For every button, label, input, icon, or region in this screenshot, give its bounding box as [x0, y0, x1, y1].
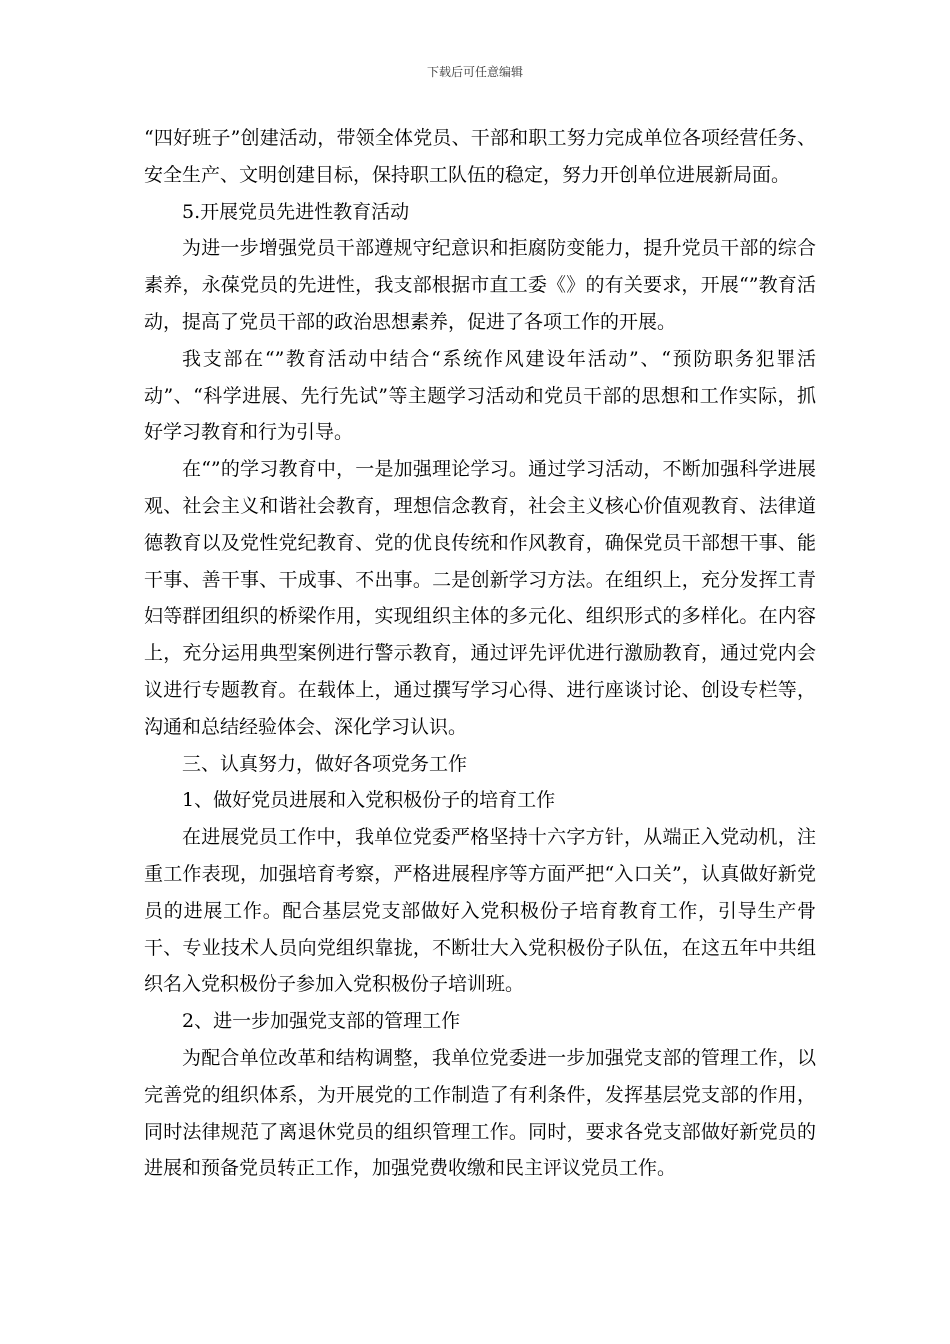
- paragraph: 在进展党员工作中，我单位党委严格坚持十六字方针，从端正入党动机，注重工作表现，加强培育考察，严格进展程序等方面严把“入口关”，认真做好新党员的进展工作。配合基层党支部做好入党积极份子培育教育工作，引导生产骨干、专业技术人员向党组织靠拢，不断壮大入党积极份子队伍，在这五年中共组织名入党积极份子参加入党积极份子培训班。: [144, 826, 816, 996]
- page-header: 下载后可任意编辑: [426, 65, 523, 79]
- paragraph: 为进一步增强党员干部遵规守纪意识和拒腐防变能力，提升党员干部的综合素养，永葆党员的先进性，我支部根据市直工委《》的有关要求，开展“”教育活动，提高了党员干部的政治思想素养，促进了各项工作的开展。: [144, 237, 816, 333]
- paragraph: 我支部在“”教育活动中结合“系统作风建设年活动”、“预防职务犯罪活动”、“科学进展、先行先试”等主题学习活动和党员干部的思想和工作实际，抓好学习教育和行为引导。: [144, 347, 816, 444]
- section-heading: 5.开展党员先进性教育活动: [182, 200, 410, 223]
- paragraph: 为配合单位改革和结构调整，我单位党委进一步加强党支部的管理工作，以完善党的组织体系，为开展党的工作制造了有利条件，发挥基层党支部的作用，同时法律规范了离退休党员的组织管理工作。同时，要求各党支部做好新党员的进展和预备党员转正工作，加强党费收缴和民主评议党员工作。: [144, 1046, 816, 1180]
- subsection-heading: 1、做好党员进展和入党积极份子的培育工作: [182, 789, 556, 812]
- subsection-heading: 2、进一步加强党支部的管理工作: [182, 1010, 461, 1033]
- paragraph: 在“”的学习教育中，一是加强理论学习。通过学习活动，不断加强科学进展观、社会主义和谐社会教育，理想信念教育，社会主义核心价值观教育、法律道德教育以及党性党纪教育、党的优良传统和作风教育，确保党员干部想干事、能干事、善干事、干成事、不出事。二是创新学习方法。在组织上，充分发挥工青妇等群团组织的桥梁作用，实现组织主体的多元化、组织形式的多样化。在内容上，充分运用典型案例进行警示教育，通过评先评优进行激励教育，通过党内会议进行专题教育。在载体上，通过撰写学习心得、进行座谈讨论、创设专栏等，沟通和总结经验体会、深化学习认识。: [144, 458, 816, 738]
- section-heading: 三、认真努力，做好各项党务工作: [182, 752, 468, 775]
- paragraph-continuation: “四好班子”创建活动，带领全体党员、干部和职工努力完成单位各项经营任务、安全生产、文明创建目标，保持职工队伍的稳定，努力开创单位进展新局面。: [144, 127, 816, 186]
- document-body: [144, 120, 816, 1187]
